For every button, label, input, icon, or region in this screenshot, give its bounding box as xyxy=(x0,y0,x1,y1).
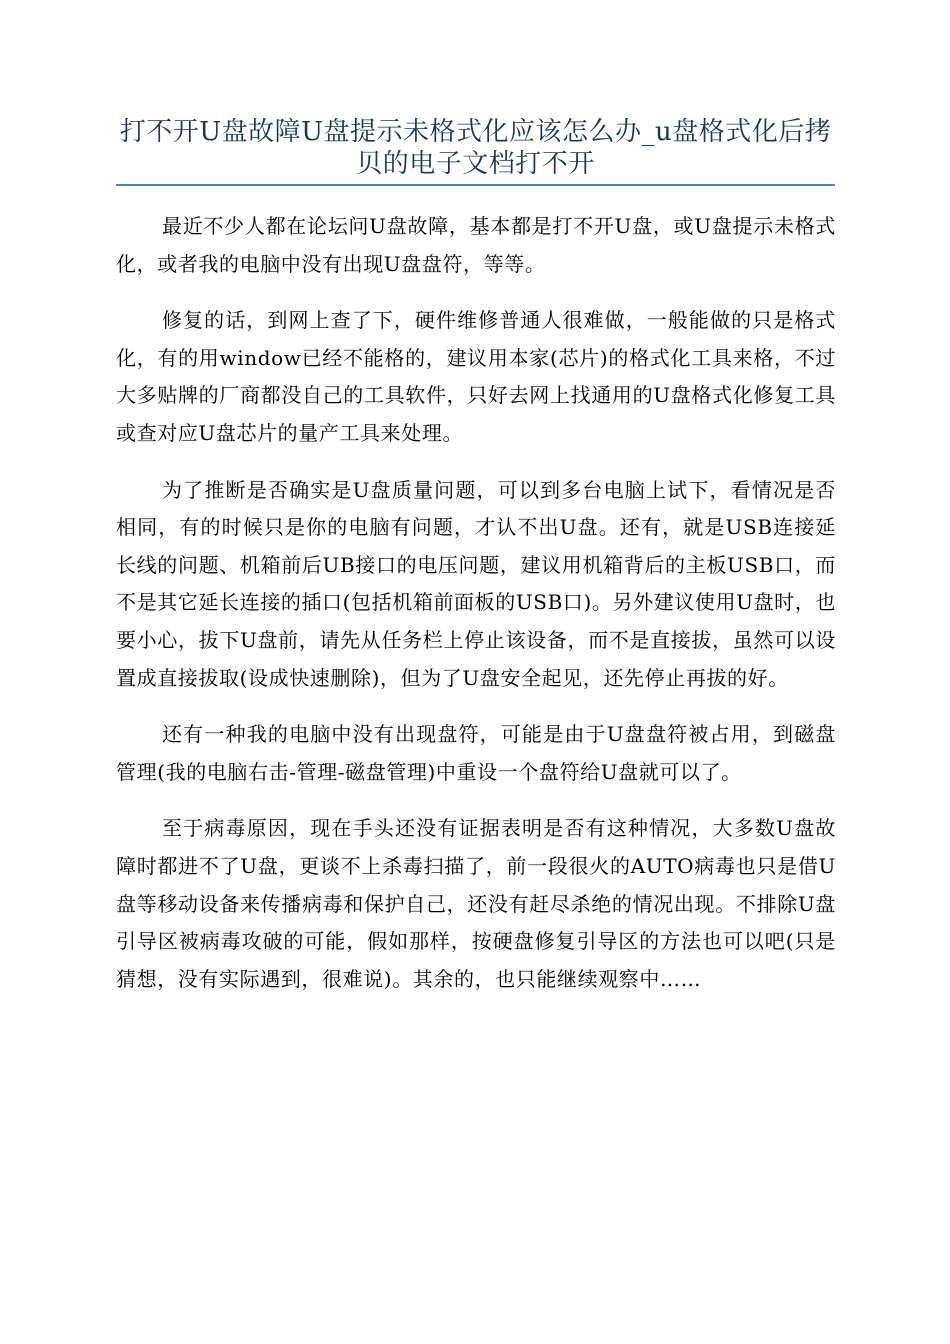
title-block xyxy=(116,116,835,186)
paragraph: 修复的话，到网上查了下，硬件维修普通人很难做，一般能做的只是格式化，有的用window已经不能格的，建议用本家(芯片)的格式化工具来格，不过大多贴牌的厂商都没自己的工具软件，只好去网上找通用的U盘格式化修复工具或查对应U盘芯片的量产工具来处理。 xyxy=(116,308,836,445)
paragraph: 为了推断是否确实是U盘质量问题，可以到多台电脑上试下，看情况是否相同，有的时候只是你的电脑有问题，才认不出U盘。还有，就是USB连接延长线的问题、机箱前后UB接口的电压问题，建议用机箱背后的主板USB口，而不是其它延长连接的插口(包括机箱前面板的USB口)。另外建议使用U盘时，也要小心，拔下U盘前，请先从任务栏上停止该设备，而不是直接拔，虽然可以设置成直接拔取(设成快速删除)，但为了U盘安全起见，还先停止再拔的好。 xyxy=(116,477,836,690)
document-title: 打不开U盘故障U盘提示未格式化应该怎么办_u盘格式化后拷贝的电子文档打不开 xyxy=(119,117,832,179)
document-body xyxy=(116,208,836,1017)
paragraph: 至于病毒原因，现在手头还没有证据表明是否有这种情况，大多数U盘故障时都进不了U盘，更谈不上杀毒扫描了，前一段很火的AUTO病毒也只是借U盘等移动设备来传播病毒和保护自己，还没有赶尽杀绝的情况出现。不排除U盘引导区被病毒攻破的可能，假如那样，按硬盘修复引导区的方法也可以吧(只是猜想，没有实际遇到，很难说)。其余的，也只能继续观察中…… xyxy=(116,816,836,991)
paragraph: 还有一种我的电脑中没有出现盘符，可能是由于U盘盘符被占用，到磁盘管理(我的电脑右击-管理-磁盘管理)中重设一个盘符给U盘就可以了。 xyxy=(116,722,836,784)
paragraph: 最近不少人都在论坛问U盘故障，基本都是打不开U盘，或U盘提示未格式化，或者我的电脑中没有出现U盘盘符，等等。 xyxy=(116,214,836,276)
